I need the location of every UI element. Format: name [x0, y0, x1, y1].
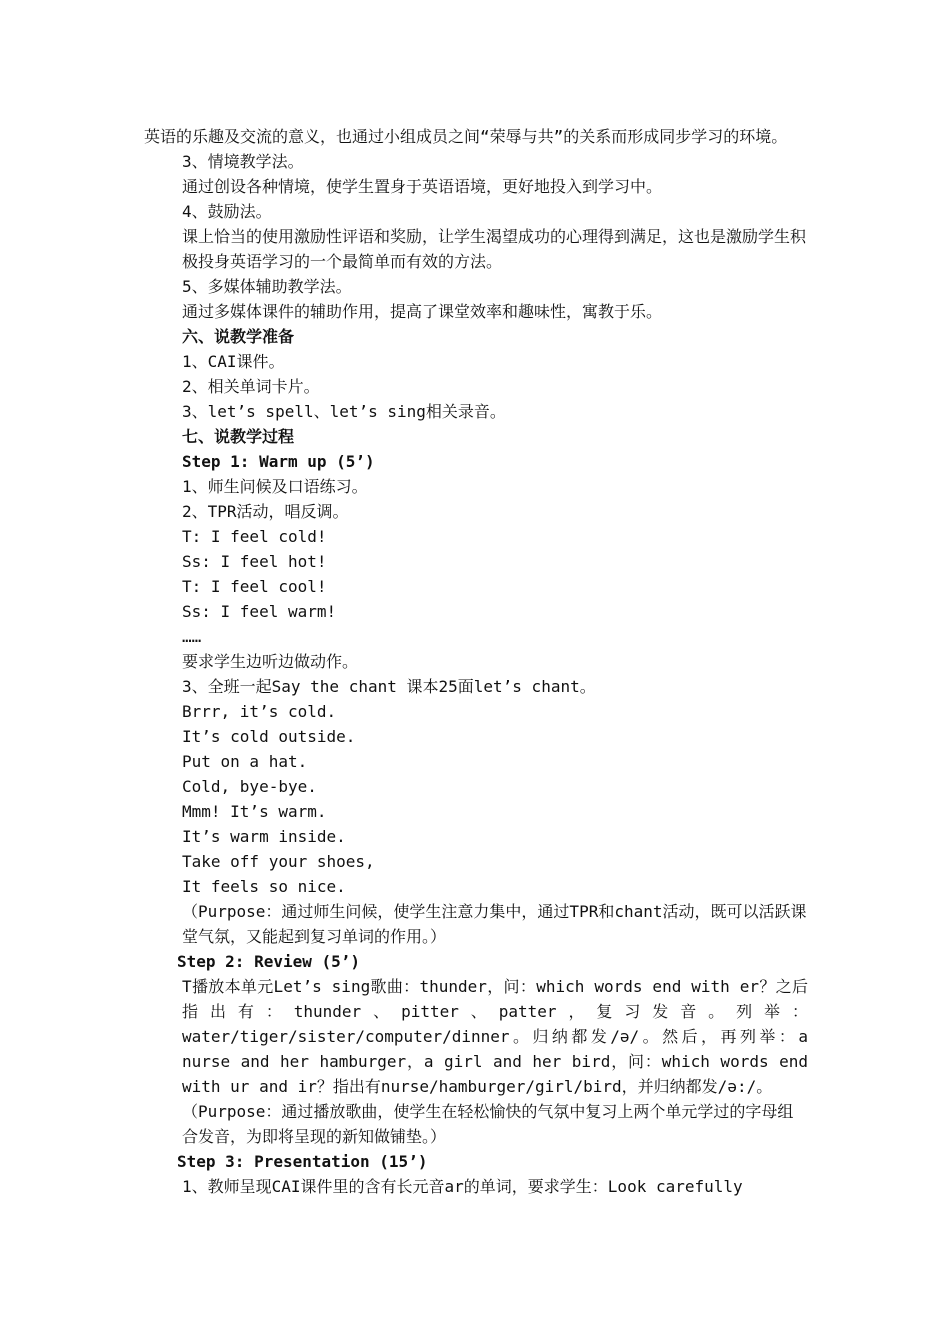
paragraph-line: Take off your shoes, — [182, 852, 375, 871]
paragraph-line: It’s cold outside. — [182, 727, 356, 746]
paragraph-line: （Purpose：通过播放歌曲，使学生在轻松愉快的气氛中复习上两个单元学过的字母组合发音，为即将呈现的新知做铺垫。） — [182, 1102, 794, 1146]
paragraph-line: 2、TPR活动，唱反调。 — [182, 502, 349, 521]
paragraph-line: 1、师生问候及口语练习。 — [182, 477, 368, 496]
paragraph-line: Ss: I feel hot! — [182, 552, 327, 571]
paragraph-line: 3、情境教学法。 — [182, 152, 304, 171]
paragraph-line: It feels so nice. — [182, 877, 346, 896]
document-body — [144, 124, 808, 1199]
paragraph-line: T播放本单元Let’s sing歌曲：thunder，问：which words end with er？之后指出有：thunder、pitter、patter，复习发音。列举：water/tiger/sister/computer/dinner。归纳都发/ə/。然后，再列举：a nurse and her hamburger，a girl and her bird，问：which words end with ur and ir？指出有nurse/hamburger/girl/bird，并归纳都发/ə:/。 — [182, 977, 808, 1096]
paragraph-line: 1、教师呈现CAI课件里的含有长元音ar的单词，要求学生：Look carefully — [182, 1177, 743, 1196]
paragraph-line: Mmm! It’s warm. — [182, 802, 327, 821]
paragraph-line: 3、全班一起Say the chant 课本25面let’s chant。 — [182, 677, 596, 696]
paragraph-line: 2、相关单词卡片。 — [182, 377, 320, 396]
paragraph-line: T: I feel cool! — [182, 577, 327, 596]
paragraph-line: 通过创设各种情境，使学生置身于英语语境，更好地投入到学习中。 — [182, 177, 663, 196]
paragraph-line: 通过多媒体课件的辅助作用，提高了课堂效率和趣味性，寓教于乐。 — [182, 302, 663, 321]
paragraph-line: T: I feel cold! — [182, 527, 327, 546]
paragraph-line: 5、多媒体辅助教学法。 — [182, 277, 352, 296]
paragraph-line: Ss: I feel warm! — [182, 602, 337, 621]
paragraph-line: 4、鼓励法。 — [182, 202, 272, 221]
paragraph-line: 3、let’s spell、let’s sing相关录音。 — [182, 402, 506, 421]
paragraph-line: 要求学生边听边做动作。 — [182, 652, 359, 671]
section-heading: 七、说教学过程 — [182, 427, 295, 446]
section-heading: Step 3: Presentation (15’) — [177, 1152, 428, 1171]
paragraph-line: Put on a hat. — [182, 752, 308, 771]
section-heading: Step 1: Warm up (5’) — [182, 452, 375, 471]
paragraph-line: 1、CAI课件。 — [182, 352, 285, 371]
section-heading: Step 2: Review (5’) — [177, 952, 361, 971]
paragraph-line: Cold, bye-bye. — [182, 777, 317, 796]
paragraph-line: Brrr, it’s cold. — [182, 702, 337, 721]
section-heading: 六、说教学准备 — [182, 327, 295, 346]
paragraph-line: （Purpose：通过师生问候，使学生注意力集中，通过TPR和chant活动，既可以活跃课堂气氛，又能起到复习单词的作用。） — [182, 902, 807, 946]
paragraph-line: 英语的乐趣及交流的意义，也通过小组成员之间“荣辱与共”的关系而形成同步学习的环境。 — [144, 127, 788, 146]
paragraph-line: 课上恰当的使用激励性评语和奖励，让学生渴望成功的心理得到满足，这也是激励学生积极投身英语学习的一个最简单而有效的方法。 — [182, 227, 807, 271]
paragraph-line: It’s warm inside. — [182, 827, 346, 846]
paragraph-line: …… — [182, 627, 202, 646]
